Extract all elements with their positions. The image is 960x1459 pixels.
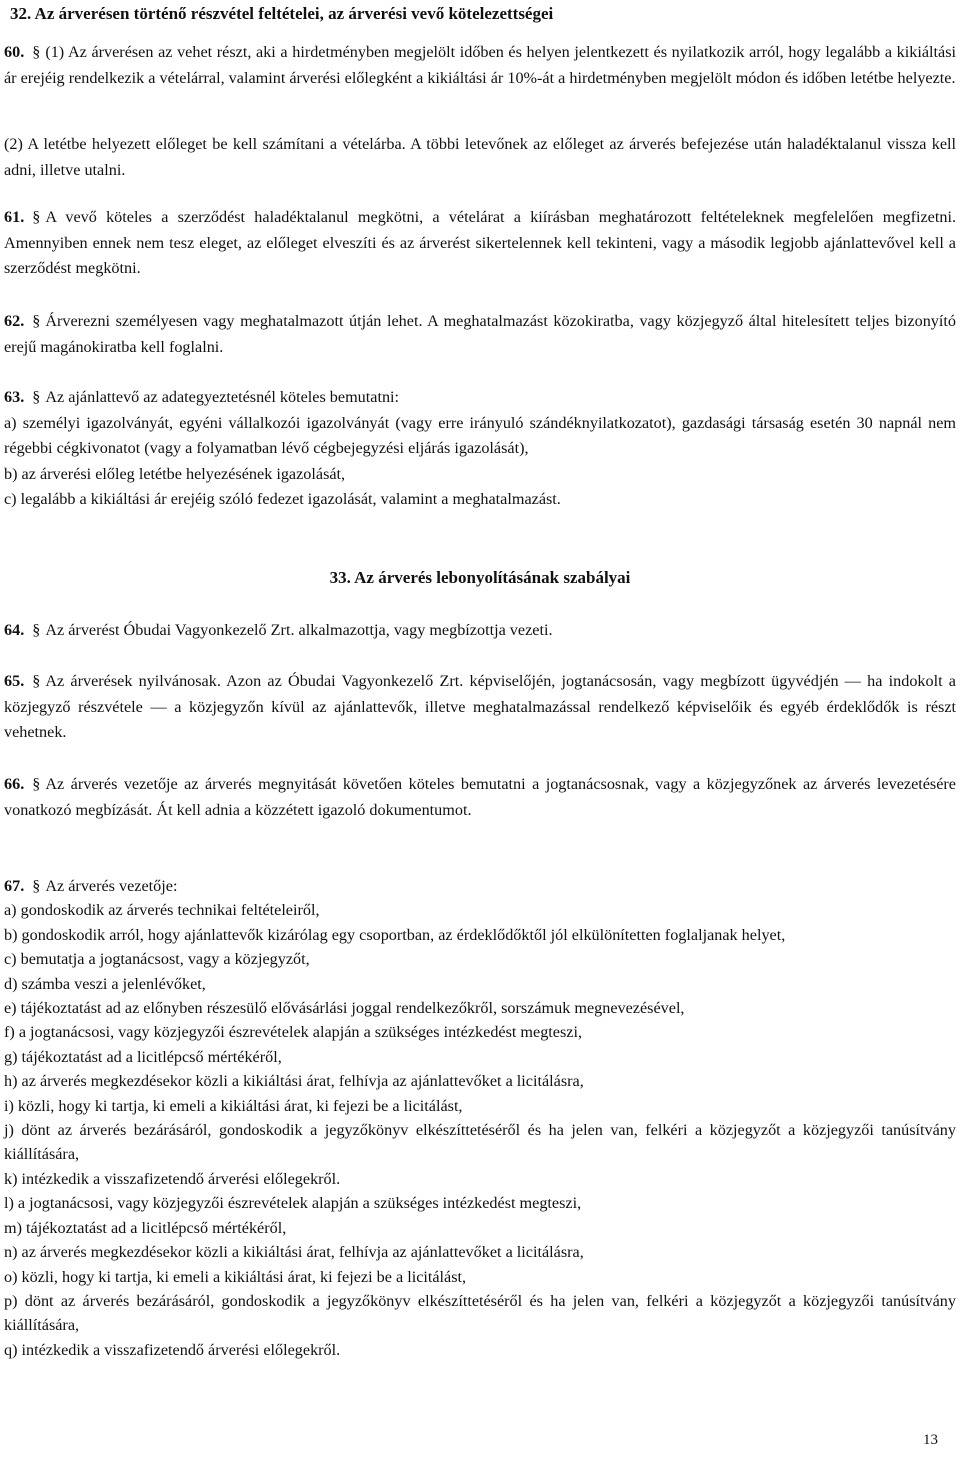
list-item: f) a jogtanácsosi, vagy közjegyzői észrevételek alapján a szükséges intézkedést megteszi, <box>4 1023 583 1042</box>
list-item: o) közli, hogy ki tartja, ki emeli a kikiáltási árat, ki fejezi be a licitálást, <box>4 1267 467 1286</box>
paragraph-67-intro: Az árverés vezetője: <box>45 877 178 895</box>
list-item: h) az árverés megkezdésekor közli a kikiáltási árat, felhívja az ajánlattevőket a licitálásra, <box>4 1072 584 1091</box>
paragraph-60-text-1: (1) Az árverésen az vehet részt, aki a hirdetményben megjelölt időben és helyen jelentkezett és nyilatkozik arról, hogy legalább a kikiáltási ár erejéig rendelkezik a vételárral, valamint árverési előlegként a kikiáltási ár 10%-át a hirdetményben megjelölt módon és időben letétbe helyezte. <box>4 43 956 87</box>
list-item: n) az árverés megkezdésekor közli a kikiáltási árat, felhívja az ajánlattevőket a licitálásra, <box>4 1243 584 1262</box>
paragraph-63-intro: Az ajánlattevő az adategyeztetésnél köteles bemutatni: <box>45 388 400 406</box>
paragraph-67 <box>4 874 956 1362</box>
list-item: a) gondoskodik az árverés technikai feltételeiről, <box>4 901 320 920</box>
list-item: k) intézkedik a visszafizetendő árverési előlegekről. <box>4 1169 341 1188</box>
list-item: m) tájékoztatást ad a licitlépcső mértékéről, <box>4 1218 287 1237</box>
paragraph-65-number: 65. <box>4 672 25 690</box>
paragraph-63 <box>4 385 956 513</box>
paragraph-64-number: 64. <box>4 621 25 639</box>
section-mark: § <box>32 621 41 639</box>
paragraph-65-text: Az árverések nyilvánosak. Azon az Óbudai Vagyonkezelő Zrt. képviselőjén, jogtanácsosán, vagy megbízott ügyvédjén ― ha indokolt a közjegyző részvétele ― a közjegyzőn kívül az ajánlattevők, illetve meghatalmazással rendelkező képviselőik és egyéb érdeklődők is részt vehetnek. <box>4 672 956 741</box>
section-mark: § <box>32 877 41 895</box>
list-item: g) tájékoztatást ad a licitlépcső mértékéről, <box>4 1047 282 1066</box>
section-mark: § <box>32 312 41 330</box>
list-item: b) az árverési előleg letétbe helyezésének igazolását, <box>4 464 346 483</box>
list-item: c) legalább a kikiáltási ár erejéig szóló fedezet igazolását, valamint a meghatalmazást. <box>4 490 561 508</box>
list-item: a) személyi igazolványát, egyéni vállalkozói igazolványát (vagy erre irányuló szándéknyilatkozatot), gazdasági társaság esetén 30 napnál nem régebbi cégkivonatot (vagy a folyamatban lévő cégbejegyzési eljárás igazolását), <box>4 413 956 457</box>
paragraph-62-number: 62. <box>4 312 25 330</box>
list-item: q) intézkedik a visszafizetendő árverési előlegekről. <box>4 1340 341 1359</box>
section-33-title: 33. Az árverés lebonyolításának szabályai <box>329 568 631 587</box>
paragraph-66-number: 66. <box>4 775 25 793</box>
paragraph-67-number: 67. <box>4 877 25 895</box>
list-item: j) dönt az árverés bezárásáról, gondoskodik a jegyzőkönyv elkészíttetéséről és ha jelen van, felkéri a közjegyzőt a közjegyzői tanúsítvány kiállítására, <box>4 1121 956 1164</box>
list-item: i) közli, hogy ki tartja, ki emeli a kikiáltási árat, ki fejezi be a licitálást, <box>4 1096 463 1115</box>
list-item: l) a jogtanácsosi, vagy közjegyzői észrevételek alapján a szükséges intézkedést megteszi, <box>4 1194 582 1213</box>
section-32-title: 32. Az árverésen történő részvétel feltételei, az árverési vevő kötelezettségei <box>10 4 554 23</box>
paragraph-64-text: Az árverést Óbudai Vagyonkezelő Zrt. alkalmazottja, vagy megbízottja vezeti. <box>45 621 553 639</box>
section-mark: § <box>32 208 41 226</box>
section-mark: § <box>32 672 41 690</box>
list-item: p) dönt az árverés bezárásáról, gondoskodik a jegyzőkönyv elkészíttetéséről és ha jelen van, felkéri a közjegyzőt a közjegyzői tanúsítvány kiállítására, <box>4 1291 956 1335</box>
paragraph-65 <box>4 669 956 746</box>
paragraph-66 <box>4 772 956 823</box>
list-item: c) bemutatja a jogtanácsost, vagy a közjegyzőt, <box>4 950 310 969</box>
paragraph-61-text: A vevő köteles a szerződést haladéktalanul megkötni, a vételárat a kiírásban meghatározott feltételeknek megfelelően megfizetni. Amennyiben ennek nem tesz eleget, az előleget elveszíti és az árverést sikertelennek kell tekinteni, vagy a második legjobb ajánlattevővel kell a szerződést megkötni. <box>4 208 956 277</box>
list-item: b) gondoskodik arról, hogy ajánlattevők kizárólag egy csoportban, az érdeklődőktől jól elkülönítetten foglaljanak helyet, <box>4 925 786 944</box>
paragraph-66-text: Az árverés vezetője az árverés megnyitását követően köteles bemutatni a jogtanácsosnak, vagy a közjegyzőnek az árverés levezetésére vonatkozó megbízását. Át kell adnia a közzétett igazoló dokumentumot. <box>4 775 956 819</box>
list-item: d) számba veszi a jelenlévőket, <box>4 974 206 993</box>
paragraph-64 <box>4 618 956 644</box>
paragraph-61 <box>4 205 956 282</box>
paragraph-62 <box>4 309 956 360</box>
paragraph-63-number: 63. <box>4 388 25 406</box>
paragraph-62-text: Árverezni személyesen vagy meghatalmazott útján lehet. A meghatalmazást közokiratba, vagy közjegyző által hitelesített teljes bizonyító erejű magánokiratba kell foglalni. <box>4 312 956 356</box>
page-number: 13 <box>923 1432 938 1448</box>
section-mark: § <box>32 775 41 793</box>
section-mark: § <box>32 43 41 61</box>
paragraph-60-number: 60. <box>4 43 25 61</box>
section-mark: § <box>32 388 41 406</box>
paragraph-61-number: 61. <box>4 208 25 226</box>
paragraph-60 <box>4 40 956 91</box>
list-item: e) tájékoztatást ad az előnyben részesülő elővásárlási joggal rendelkezőkről, sorszámuk megnevezésével, <box>4 999 685 1018</box>
paragraph-60-part-2: (2) A letétbe helyezett előleget be kell számítani a vételárba. A többi letevőnek az előleget az árverés befejezése után haladéktalanul vissza kell adni, illetve utalni. <box>4 135 956 179</box>
